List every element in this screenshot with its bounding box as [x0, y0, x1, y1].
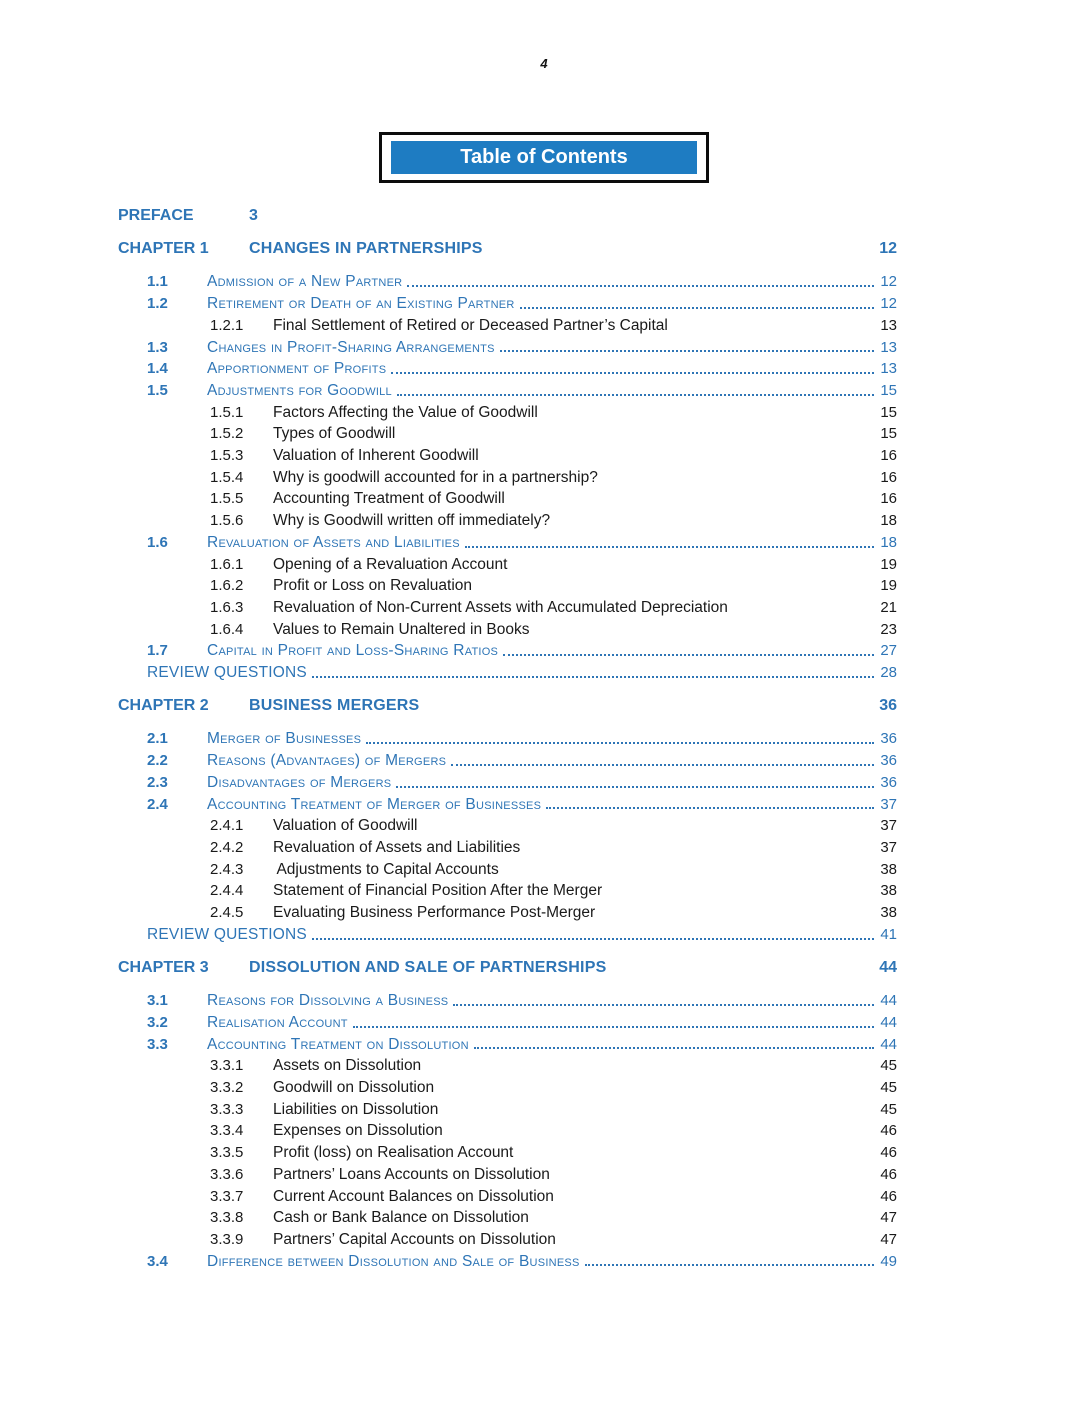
- toc-list: [118, 238, 897, 1273]
- entry-number: 1.2.1: [210, 316, 244, 334]
- page-number: 4: [540, 56, 548, 71]
- toc-entry-1-7[interactable]: [118, 640, 897, 662]
- toc-entry-3-3-6[interactable]: [118, 1164, 897, 1186]
- dot-leader: [366, 742, 874, 744]
- entry-number: 3.3.3: [210, 1100, 244, 1118]
- toc-entry-3-2[interactable]: [118, 1012, 897, 1034]
- entry-title: Revaluation of Assets and Liabilities: [273, 838, 521, 856]
- toc-entry-2-4-4[interactable]: [118, 880, 897, 902]
- entry-page-number: 13: [880, 360, 897, 378]
- entry-title: Values to Remain Unaltered in Books: [273, 620, 530, 638]
- entry-number: 1.6: [147, 533, 168, 551]
- toc-entry-3-3-3[interactable]: [118, 1099, 897, 1121]
- toc-entry-1-2-1[interactable]: [118, 315, 897, 337]
- entry-number: 3.3: [147, 1035, 168, 1053]
- toc-entry-2-4-3[interactable]: [118, 859, 897, 881]
- entry-page-number: 28: [880, 664, 897, 682]
- preface-page-number: 3: [249, 207, 258, 224]
- entry-number: 1.6.2: [210, 577, 244, 595]
- toc-entry-3-1[interactable]: [118, 990, 897, 1012]
- toc-entry-2-4-2[interactable]: [118, 837, 897, 859]
- entry-number: 2.4.2: [210, 838, 244, 856]
- entry-number: 3.4: [147, 1252, 168, 1270]
- entry-title: Realisation Account: [207, 1013, 348, 1031]
- dot-leader: [312, 676, 874, 678]
- entry-title: Accounting Treatment on Dissolution: [207, 1035, 469, 1053]
- entry-title: Liabilities on Dissolution: [273, 1100, 439, 1118]
- toc-entry-1-6-3[interactable]: [118, 597, 897, 619]
- entry-title: Revaluation of Assets and Liabilities: [207, 533, 460, 551]
- entry-title: Why is goodwill accounted for in a partnership?: [273, 468, 598, 486]
- entry-title: Partners’ Loans Accounts on Dissolution: [273, 1165, 550, 1183]
- toc-entry-2-4-5[interactable]: [118, 902, 897, 924]
- entry-number: 1.6.4: [210, 620, 244, 638]
- entry-number: 3.3.2: [210, 1079, 244, 1097]
- entry-number: 3.3.5: [210, 1144, 244, 1162]
- entry-title: Why is Goodwill written off immediately?: [273, 512, 551, 530]
- toc-entry-3-3-4[interactable]: [118, 1120, 897, 1142]
- entry-number: 3.3.7: [210, 1187, 244, 1205]
- entry-number: 1.5.5: [210, 490, 244, 508]
- review-questions-label: REVIEW QUESTIONS: [147, 664, 307, 682]
- entry-number: 2.2: [147, 752, 168, 770]
- entry-title: Current Account Balances on Dissolution: [273, 1187, 554, 1205]
- entry-title: Cash or Bank Balance on Dissolution: [273, 1209, 529, 1227]
- entry-page-number: 36: [880, 730, 897, 748]
- toc-entry-3-3-2[interactable]: [118, 1077, 897, 1099]
- preface-label: PREFACE: [118, 207, 194, 224]
- toc-entry-1-5-6[interactable]: [118, 510, 897, 532]
- dot-leader: [520, 307, 874, 309]
- entry-page-number: 18: [880, 512, 897, 530]
- entry-title: Changes in Profit-Sharing Arrangements: [207, 338, 495, 356]
- entry-page-number: 16: [880, 490, 897, 508]
- toc-entry-3-3-1[interactable]: [118, 1055, 897, 1077]
- toc-entry-1-5-1[interactable]: [118, 402, 897, 424]
- entry-page-number: 19: [880, 555, 897, 573]
- entry-page-number: 16: [880, 468, 897, 486]
- chapter-title: BUSINESS MERGERS: [249, 696, 420, 714]
- entry-number: 2.4.4: [210, 882, 244, 900]
- toc-entry-1-5-4[interactable]: [118, 467, 897, 489]
- entry-title: Valuation of Goodwill: [273, 817, 418, 835]
- entry-number: 2.1: [147, 730, 168, 748]
- entry-page-number: 15: [880, 425, 897, 443]
- entry-page-number: 44: [880, 1035, 897, 1053]
- dot-leader: [474, 1047, 874, 1049]
- chapter-page-number: 36: [879, 696, 897, 714]
- dot-leader: [407, 285, 874, 287]
- toc-entry-3-3-9[interactable]: [118, 1229, 897, 1251]
- entry-page-number: 44: [880, 1013, 897, 1031]
- toc-entry-3-3[interactable]: [118, 1034, 897, 1056]
- entry-page-number: 13: [880, 338, 897, 356]
- chapter-page-number: 44: [879, 958, 897, 976]
- entry-page-number: 49: [880, 1252, 897, 1270]
- toc-title-banner: [0, 132, 1088, 183]
- entry-page-number: 47: [880, 1230, 897, 1248]
- entry-title: Opening of a Revaluation Account: [273, 555, 508, 573]
- entry-number: 1.5.6: [210, 512, 244, 530]
- toc-entry-2-4-1[interactable]: [118, 815, 897, 837]
- entry-number: 1.6.3: [210, 598, 244, 616]
- entry-title: Retirement or Death of an Existing Partner: [207, 295, 515, 313]
- entry-title: Apportionment of Profits: [207, 360, 387, 378]
- entry-title: Disadvantages of Mergers: [207, 773, 392, 791]
- entry-page-number: 45: [880, 1057, 897, 1075]
- entry-page-number: 12: [880, 295, 897, 313]
- dot-leader: [391, 372, 874, 374]
- review-questions-label: REVIEW QUESTIONS: [147, 925, 307, 943]
- toc-entry-3-3-8[interactable]: [118, 1207, 897, 1229]
- entry-title: Difference between Dissolution and Sale of Business: [207, 1252, 580, 1270]
- dot-leader: [503, 654, 874, 656]
- entry-number: 1.4: [147, 360, 168, 378]
- entry-page-number: 37: [880, 817, 897, 835]
- toc-entry-1-5-5[interactable]: [118, 488, 897, 510]
- entry-number: 2.4: [147, 795, 168, 813]
- entry-title: Evaluating Business Performance Post-Merger: [273, 904, 596, 922]
- entry-title: Factors Affecting the Value of Goodwill: [273, 403, 538, 421]
- entry-page-number: 36: [880, 773, 897, 791]
- entry-number: 2.3: [147, 773, 168, 791]
- entry-title: Reasons for Dissolving a Business: [207, 992, 449, 1010]
- toc-entry-3-4[interactable]: [118, 1251, 897, 1273]
- entry-title: Accounting Treatment of Goodwill: [273, 490, 505, 508]
- toc-entry-3-3-5[interactable]: [118, 1142, 897, 1164]
- entry-title: Statement of Financial Position After the Merger: [273, 882, 603, 900]
- entry-page-number: 13: [880, 316, 897, 334]
- review-questions-row[interactable]: [118, 924, 897, 946]
- toc-entry-2-1[interactable]: [118, 728, 897, 750]
- toc-entry-1-3[interactable]: [118, 337, 897, 359]
- entry-page-number: 37: [880, 795, 897, 813]
- toc-title: Table of Contents: [391, 141, 697, 174]
- dot-leader: [353, 1026, 874, 1028]
- dot-leader: [585, 1264, 874, 1266]
- entry-number: 3.3.1: [210, 1057, 244, 1075]
- entry-number: 1.5.3: [210, 447, 244, 465]
- entry-title: Expenses on Dissolution: [273, 1122, 443, 1140]
- entry-title: Revaluation of Non-Current Assets with Accumulated Depreciation: [273, 598, 728, 616]
- entry-title: Partners’ Capital Accounts on Dissolution: [273, 1230, 556, 1248]
- entry-number: 1.5.1: [210, 403, 244, 421]
- entry-number: 1.5.4: [210, 468, 244, 486]
- entry-page-number: 45: [880, 1100, 897, 1118]
- entry-number: 3.3.4: [210, 1122, 244, 1140]
- toc-entry-1-2[interactable]: [118, 293, 897, 315]
- chapter-title: DISSOLUTION AND SALE OF PARTNERSHIPS: [249, 958, 607, 976]
- chapter-label: CHAPTER 1: [118, 239, 209, 257]
- toc-title-frame: [379, 132, 709, 183]
- dot-leader: [465, 546, 874, 548]
- toc-entry-1-6-1[interactable]: [118, 554, 897, 576]
- entry-title: Profit (loss) on Realisation Account: [273, 1144, 514, 1162]
- toc-entry-1-6-2[interactable]: [118, 575, 897, 597]
- toc-entry-1-6-4[interactable]: [118, 619, 897, 641]
- dot-leader: [500, 350, 874, 352]
- toc-entry-1-6[interactable]: [118, 532, 897, 554]
- entry-page-number: 15: [880, 381, 897, 399]
- entry-title: Types of Goodwill: [273, 425, 396, 443]
- chapter-title: CHANGES IN PARTNERSHIPS: [249, 239, 483, 257]
- toc-entry-2-4[interactable]: [118, 794, 897, 816]
- dot-leader: [546, 807, 874, 809]
- entry-title: Admission of a New Partner: [207, 273, 403, 291]
- dot-leader: [451, 764, 874, 766]
- entry-number: 1.2: [147, 295, 168, 313]
- entry-number: 1.5.2: [210, 425, 244, 443]
- toc-chapter-heading-1[interactable]: [118, 238, 897, 260]
- entry-number: 2.4.1: [210, 817, 244, 835]
- entry-page-number: 16: [880, 447, 897, 465]
- entry-number: 3.3.8: [210, 1209, 244, 1227]
- entry-page-number: 46: [880, 1144, 897, 1162]
- entry-page-number: 36: [880, 752, 897, 770]
- dot-leader: [453, 1004, 874, 1006]
- entry-page-number: 12: [880, 273, 897, 291]
- entry-number: 3.2: [147, 1013, 168, 1031]
- entry-number: 1.5: [147, 381, 168, 399]
- toc-entry-1-4[interactable]: [118, 358, 897, 380]
- entry-title: Capital in Profit and Loss-Sharing Ratios: [207, 642, 499, 660]
- entry-title: Assets on Dissolution: [273, 1057, 422, 1075]
- entry-number: 1.1: [147, 273, 168, 291]
- entry-title: Accounting Treatment of Merger of Businesses: [207, 795, 542, 813]
- entry-page-number: 38: [880, 882, 897, 900]
- entry-page-number: 38: [880, 904, 897, 922]
- entry-page-number: 18: [880, 533, 897, 551]
- entry-number: 3.3.9: [210, 1230, 244, 1248]
- entry-number: 1.7: [147, 642, 168, 660]
- toc-chapter-heading-3[interactable]: [118, 957, 897, 979]
- toc-chapter-heading-2[interactable]: [118, 695, 897, 717]
- entry-title: Valuation of Inherent Goodwill: [273, 447, 479, 465]
- toc-entry-2-2[interactable]: [118, 750, 897, 772]
- entry-page-number: 45: [880, 1079, 897, 1097]
- chapter-label: CHAPTER 2: [118, 696, 209, 714]
- entry-title: Adjustments to Capital Accounts: [273, 860, 499, 878]
- toc-entry-2-3[interactable]: [118, 772, 897, 794]
- entry-page-number: 37: [880, 838, 897, 856]
- toc-entry-1-5[interactable]: [118, 380, 897, 402]
- entry-number: 1.6.1: [210, 555, 244, 573]
- entry-title: Goodwill on Dissolution: [273, 1079, 435, 1097]
- entry-page-number: 46: [880, 1187, 897, 1205]
- entry-title: Merger of Businesses: [207, 730, 362, 748]
- entry-page-number: 15: [880, 403, 897, 421]
- entry-title: Profit or Loss on Revaluation: [273, 577, 473, 595]
- toc-entry-1-5-2[interactable]: [118, 423, 897, 445]
- review-questions-row[interactable]: [118, 662, 897, 684]
- entry-page-number: 21: [880, 598, 897, 616]
- entry-page-number: 41: [880, 925, 897, 943]
- entry-page-number: 47: [880, 1209, 897, 1227]
- entry-page-number: 19: [880, 577, 897, 595]
- dot-leader: [397, 394, 874, 396]
- entry-number: 2.4.3: [210, 860, 244, 878]
- entry-number: 3.1: [147, 992, 168, 1010]
- entry-title: Adjustments for Goodwill: [207, 381, 392, 399]
- entry-page-number: 23: [880, 620, 897, 638]
- entry-page-number: 27: [880, 642, 897, 660]
- entry-page-number: 46: [880, 1165, 897, 1183]
- entry-page-number: 44: [880, 992, 897, 1010]
- entry-title: Reasons (Advantages) of Mergers: [207, 752, 447, 770]
- entry-number: 1.3: [147, 338, 168, 356]
- toc-entry-3-3-7[interactable]: [118, 1186, 897, 1208]
- chapter-page-number: 12: [879, 239, 897, 257]
- entry-number: 2.4.5: [210, 904, 244, 922]
- entry-page-number: 38: [880, 860, 897, 878]
- dot-leader: [312, 938, 874, 940]
- chapter-label: CHAPTER 3: [118, 958, 209, 976]
- entry-page-number: 46: [880, 1122, 897, 1140]
- entry-title: Final Settlement of Retired or Deceased Partner’s Capital: [273, 316, 668, 334]
- dot-leader: [396, 786, 874, 788]
- toc-preface-row[interactable]: [118, 205, 897, 227]
- toc-entry-1-5-3[interactable]: [118, 445, 897, 467]
- entry-number: 3.3.6: [210, 1165, 244, 1183]
- toc-entry-1-1[interactable]: [118, 271, 897, 293]
